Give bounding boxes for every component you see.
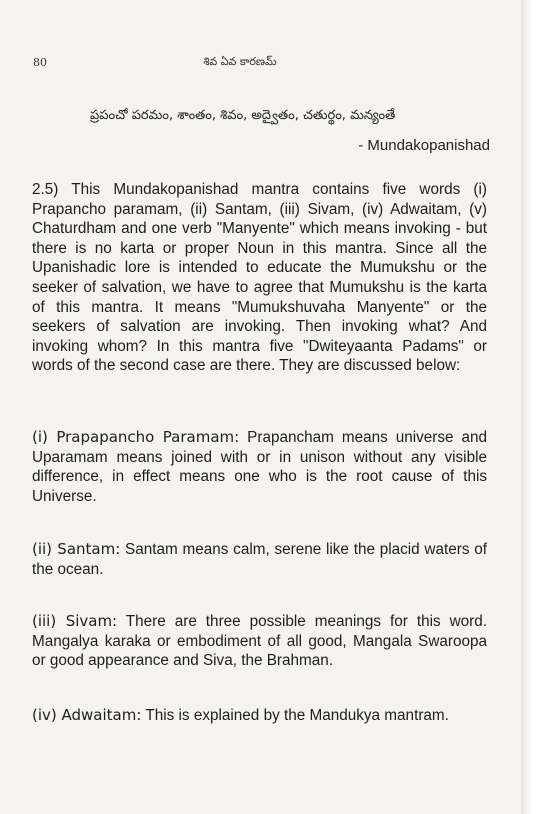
page-edge [521,0,543,814]
term-heading: (ii) Santam: [32,540,121,558]
sanskrit-verse: ప్రపంచో పరమం, శాంతం, శివం, అద్వైతం, చతుర్థం, మన్యంతే [90,108,396,123]
term-heading: (iv) Adwaitam: [32,706,142,724]
paragraph-text: There are three possible meanings for this word. Mangalya karaka or embodiment of all good, Mangala Swaroopa or good appearance and Siva, the Brahman. [32,613,488,670]
running-head: శివ ఏవ కారణమ్ [203,55,277,68]
paragraph-text: Prapancham means universe and Uparamam means joined with or in unison without any visible difference, in effect means one who is the root cause of this Universe. [32,429,487,505]
paragraph-santam [32,540,487,579]
page-number: 80 [33,56,47,69]
paragraph-prapancho-paramam [32,428,487,506]
term-heading: (i) Prapapancho Paramam: [32,428,240,446]
paragraph-text: 2.5) This Mundakopanishad mantra contains five words (i) Prapancho paramam, (ii) Santam, (iii) Sivam, (iv) Adwaitam, (v) Chaturdham and one verb "Manyente" which means invoking - but there is no karta or proper Noun in this mantra. Since all the Upanishadic lore is intended to educate the Mumukshu or the seeker of salvation, we have to agree that Mumukshu is the karta of this mantra. It means "Mumukshuvaha Manyente" or the seekers of salvation are invoking. Then invoking what? And invoking whom? In this mantra five "Dwiteyaanta Padams" or words of the second case are there. They are discussed below: [32,181,487,375]
paragraph-text: This is explained by the Mandukya mantram. [141,707,449,724]
paragraph-sivam [32,612,487,671]
verse-source: - Mundakopanishad [358,137,490,154]
paragraph-text: Santam means calm, serene like the placid waters of the ocean. [32,541,487,578]
term-heading: (iii) Sivam: [32,612,118,630]
paragraph-2-5 [32,180,487,376]
paragraph-adwaitam [32,706,487,726]
